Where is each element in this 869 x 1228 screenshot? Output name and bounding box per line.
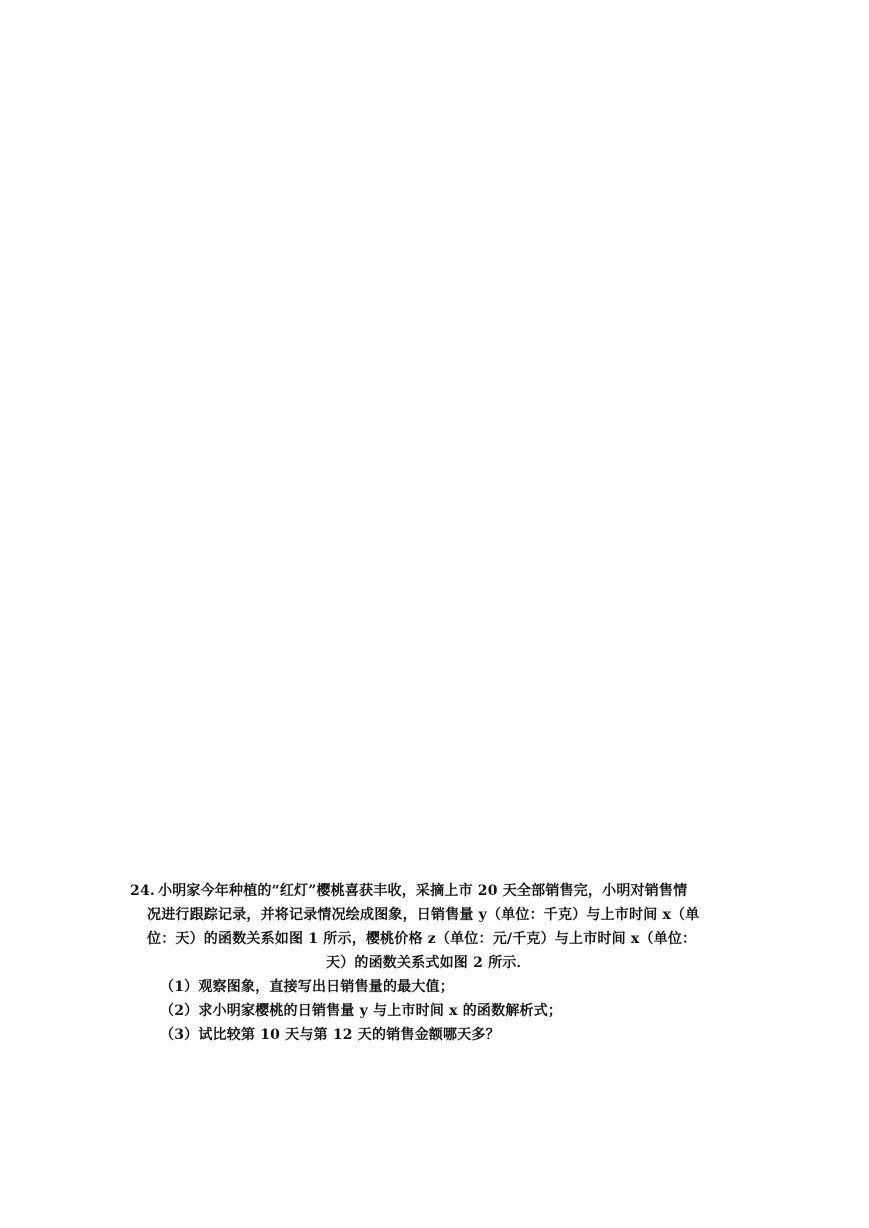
problem-text-line-4: 天）的函数关系式如图 2 所示． bbox=[326, 955, 531, 971]
question-3: （3）试比较第 10 天与第 12 天的销售金额哪天多？ bbox=[160, 1027, 500, 1043]
question-2: （2）求小明家樱桃的日销售量 y 与上市时间 x 的函数解析式； bbox=[160, 1003, 563, 1019]
problem-number: 24. bbox=[130, 883, 155, 899]
question-1: （1）观察图象，直接写出日销售量的最大值； bbox=[160, 979, 454, 995]
problem-text-line-3: 位：天）的函数关系如图 1 所示，樱桃价格 z（单位：元/千克）与上市时间 x（单位： bbox=[147, 931, 697, 947]
problem-text-line-1: 小明家今年种植的“红灯”樱桃喜获丰收，采摘上市 20 天全部销售完，小明对销售情 bbox=[158, 883, 688, 899]
problem-text-line-2: 况进行跟踪记录，并将记录情况绘成图象，日销售量 y（单位：千克）与上市时间 x（单 bbox=[147, 907, 700, 923]
